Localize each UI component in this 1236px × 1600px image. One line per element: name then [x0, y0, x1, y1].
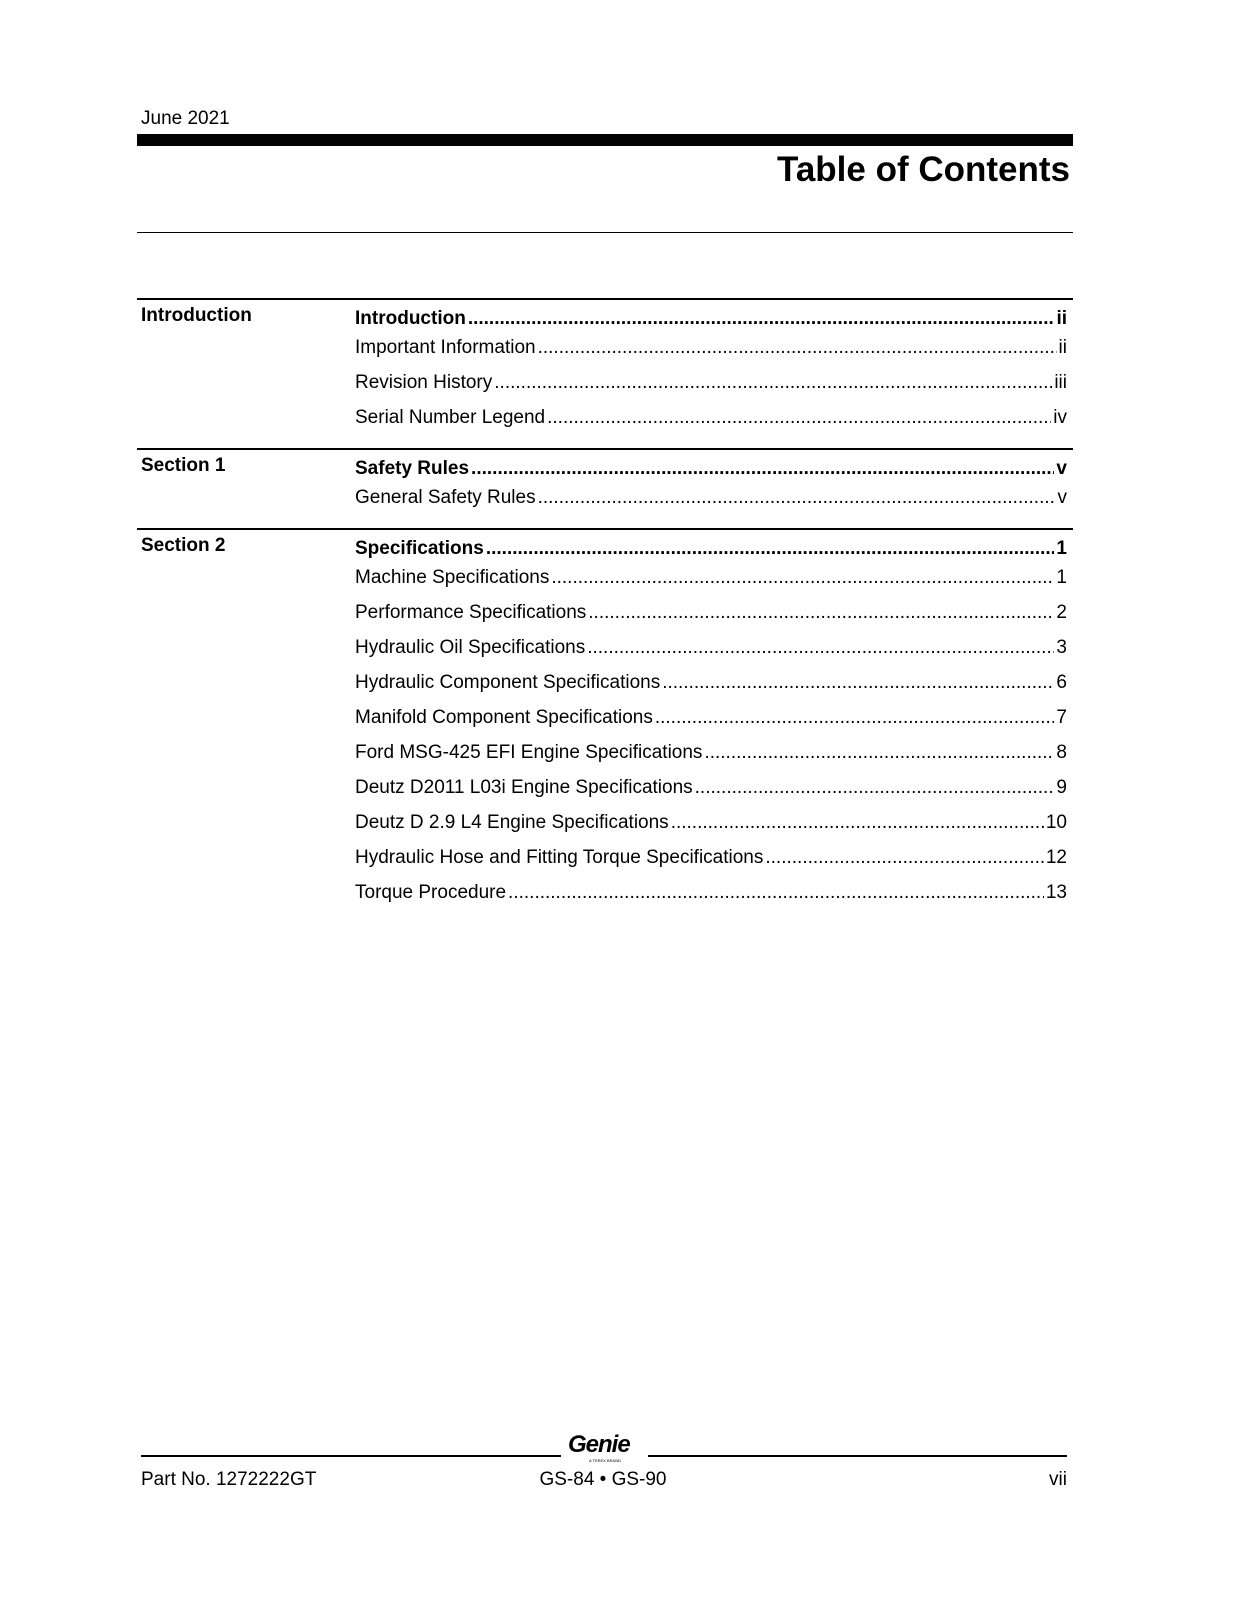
toc-entry-title: Hydraulic Component Specifications [355, 672, 661, 693]
toc-entry[interactable] [355, 773, 1073, 802]
toc-dot-leader [468, 304, 1055, 333]
toc-entry-title: General Safety Rules [355, 487, 536, 508]
logo-tagline: A TEREX BRAND [589, 1458, 621, 1463]
toc-section [137, 298, 1073, 432]
toc-entry[interactable] [355, 403, 1073, 432]
toc-chapter-entry[interactable] [355, 534, 1073, 563]
toc-entry-page: 6 [1056, 672, 1067, 693]
toc-entry-title: Torque Procedure [355, 882, 507, 903]
toc-entry-page: v [1057, 487, 1067, 508]
toc-dot-leader [587, 633, 1054, 662]
toc-entry-list [355, 300, 1073, 432]
toc-entry-title: Manifold Component Specifications [355, 707, 653, 728]
toc-entry[interactable] [355, 878, 1073, 907]
toc-entry-page: 1 [1056, 567, 1067, 588]
toc-entry-title: Hydraulic Hose and Fitting Torque Specifications [355, 847, 764, 868]
toc-entry[interactable] [355, 483, 1073, 512]
toc-entry-title: Ford MSG-425 EFI Engine Specifications [355, 742, 703, 763]
toc-dot-leader [704, 738, 1054, 767]
toc-section-label: Section 2 [141, 535, 226, 556]
toc-dot-leader [538, 333, 1057, 362]
toc-entry[interactable] [355, 703, 1073, 732]
toc-entry-page: 12 [1045, 847, 1067, 868]
toc-entry-title: Machine Specifications [355, 567, 550, 588]
toc-entry-title: Important Information [355, 337, 536, 358]
toc-dot-leader [671, 808, 1044, 837]
toc-dot-leader [486, 534, 1055, 563]
footer-rule-right [648, 1455, 1067, 1457]
toc-dot-leader [471, 454, 1054, 483]
toc-entry-page: 10 [1045, 812, 1067, 833]
toc-entry-title: Revision History [355, 372, 493, 393]
toc-entry-page: ii [1056, 308, 1067, 329]
toc-entry-page: v [1056, 458, 1067, 479]
toc-entry-title: Hydraulic Oil Specifications [355, 637, 586, 658]
toc-dot-leader [494, 368, 1052, 397]
toc-entry[interactable] [355, 738, 1073, 767]
footer-page-number: vii [1049, 1469, 1067, 1490]
toc-entry-page: iv [1053, 407, 1067, 428]
toc-dot-leader [695, 773, 1055, 802]
toc-entry-title: Deutz D2011 L03i Engine Specifications [355, 777, 693, 798]
toc-section [137, 448, 1073, 512]
toc-entry-page: iii [1054, 372, 1067, 393]
toc-entry-page: 3 [1056, 637, 1067, 658]
footer-part-number: Part No. 1272222GT [141, 1469, 317, 1490]
toc-entry-list [355, 450, 1073, 512]
toc-section-label: Introduction [141, 305, 252, 326]
toc-dot-leader [655, 703, 1055, 732]
toc-section [137, 528, 1073, 907]
header-thin-rule [137, 232, 1073, 233]
toc-entry[interactable] [355, 563, 1073, 592]
toc-dot-leader [538, 483, 1056, 512]
table-of-contents [137, 298, 1073, 913]
toc-entry[interactable] [355, 668, 1073, 697]
toc-entry[interactable] [355, 333, 1073, 362]
toc-entry[interactable] [355, 808, 1073, 837]
toc-entry-title: Introduction [355, 308, 466, 329]
toc-chapter-entry[interactable] [355, 454, 1073, 483]
toc-entry-list [355, 530, 1073, 907]
toc-dot-leader [547, 403, 1051, 432]
toc-entry[interactable] [355, 368, 1073, 397]
toc-entry-page: 13 [1045, 882, 1067, 903]
header-date: June 2021 [141, 108, 230, 129]
header-thick-rule [137, 134, 1073, 146]
toc-dot-leader [662, 668, 1054, 697]
toc-entry-page: 1 [1056, 538, 1067, 559]
page-title: Table of Contents [777, 150, 1070, 189]
toc-entry-page: 7 [1056, 707, 1067, 728]
toc-dot-leader [765, 843, 1043, 872]
toc-dot-leader [508, 878, 1044, 907]
toc-entry[interactable] [355, 843, 1073, 872]
genie-logo [568, 1432, 642, 1464]
toc-entry[interactable] [355, 598, 1073, 627]
footer-rule-left [141, 1455, 561, 1457]
toc-chapter-entry[interactable] [355, 304, 1073, 333]
footer-model: GS-84 • GS-90 [539, 1469, 667, 1490]
toc-entry-title: Deutz D 2.9 L4 Engine Specifications [355, 812, 669, 833]
toc-entry-title: Serial Number Legend [355, 407, 546, 428]
toc-section-label: Section 1 [141, 455, 226, 476]
toc-entry[interactable] [355, 633, 1073, 662]
toc-entry-page: ii [1058, 337, 1067, 358]
toc-entry-title: Specifications [355, 538, 484, 559]
toc-dot-leader [551, 563, 1054, 592]
toc-dot-leader [588, 598, 1054, 627]
toc-entry-title: Performance Specifications [355, 602, 587, 623]
toc-entry-page: 8 [1056, 742, 1067, 763]
toc-entry-page: 9 [1056, 777, 1067, 798]
toc-entry-title: Safety Rules [355, 458, 470, 479]
toc-entry-page: 2 [1056, 602, 1067, 623]
logo-wordmark: Genie [568, 1431, 630, 1458]
